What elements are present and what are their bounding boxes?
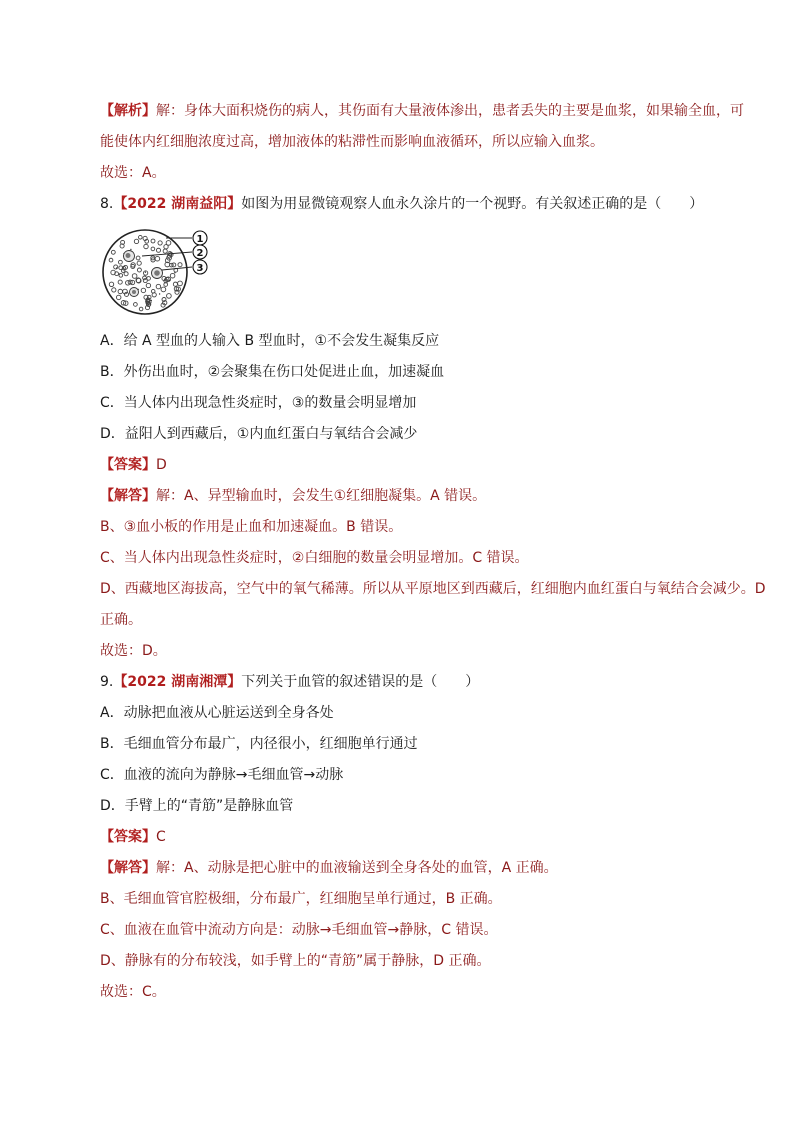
q8-stem: 如图为用显微镜观察人血永久涂片的一个视野。有关叙述正确的是（ ） (241, 196, 704, 212)
platelet (116, 267, 117, 268)
q9-answer-tag: 【答案】 (100, 829, 156, 845)
platelet (159, 293, 160, 294)
blood-smear-figure (100, 226, 220, 318)
q9-solution-line-1 (100, 853, 740, 884)
q9-stem: 下列关于血管的叙述错误的是（ ） (241, 674, 480, 690)
q9-option-a: A．动脉把血液从心脏运送到全身各处 (100, 705, 334, 721)
white-blood-cell-1 (124, 251, 135, 262)
label-1 (193, 231, 207, 245)
q8-solution-text-1: 解：A、异型输血时，会发生①红细胞凝集。A 错误。 (156, 488, 487, 504)
document-page (100, 96, 766, 1008)
q8-option-c: C．当人体内出现急性炎症时，③的数量会明显增加 (100, 395, 417, 411)
q8-number: 8. (100, 196, 114, 212)
blood-smear-diagram (100, 226, 220, 318)
q8-option-a: A．给 A 型血的人输入 B 型血时，①不会发生凝集反应 (100, 333, 440, 349)
q9-answer: C (156, 829, 166, 845)
q9-option-c: C．血液的流向为静脉→毛细血管→动脉 (100, 767, 344, 783)
platelet (145, 272, 146, 273)
svg-text:3: 3 (196, 263, 204, 274)
q8-option-d: D．益阳人到西藏后，①内血红蛋白与氧结合会减少 (100, 426, 418, 442)
svg-text:1: 1 (196, 234, 204, 245)
q8-solution-line-1 (100, 481, 740, 512)
q9-stem-line (100, 667, 740, 698)
q7-analysis-text-1: 解：身体大面积烧伤的病人，其伤面有大量液体渗出，患者丢失的主要是血浆，如果输全血，可 (156, 103, 744, 119)
q8-choice: 故选：D。 (100, 643, 167, 659)
white-blood-cell-2 (152, 268, 163, 279)
q8-solution-tag: 【解答】 (100, 488, 156, 504)
q9-answer-line (100, 822, 740, 853)
q9-solution-tag: 【解答】 (100, 860, 156, 876)
q8-solution-line-2: B、③血小板的作用是止血和加速凝血。B 错误。 (100, 519, 403, 535)
q9-choice: 故选：C。 (100, 984, 166, 1000)
q9-solution-line-2: B、毛细血管官腔极细，分布最广，红细胞呈单行通过，B 正确。 (100, 891, 502, 907)
q7-choice: 故选：A。 (100, 165, 166, 181)
q8-option-b: B．外伤出血时，②会聚集在伤口处促进止血，加速凝血 (100, 364, 445, 380)
q9-number: 9. (100, 674, 114, 690)
q9-solution-line-4: D、静脉有的分布较浅，如手臂上的“青筋”属于静脉，D 正确。 (100, 953, 491, 969)
q9-option-b: B．毛细血管分布最广，内径很小，红细胞单行通过 (100, 736, 418, 752)
q8-solution-line-5: 正确。 (100, 612, 142, 628)
platelet (169, 280, 170, 281)
q8-answer-tag: 【答案】 (100, 457, 156, 473)
platelet (151, 300, 152, 301)
q9-source: 【2022 湖南湘潭】 (113, 674, 242, 690)
svg-text:2: 2 (196, 248, 204, 259)
platelet (119, 273, 120, 274)
q7-analysis-line-2: 能使体内红细胞浓度过高，增加液体的粘滞性而影响血液循环，所以应输入血浆。 (100, 134, 604, 150)
q8-answer: D (156, 457, 167, 473)
q7-analysis-tag: 【解析】 (100, 103, 156, 119)
q9-solution-line-3: C、血液在血管中流动方向是：动脉→毛细血管→静脉，C 错误。 (100, 922, 498, 938)
white-blood-cell-3 (130, 288, 139, 297)
q9-option-d: D．手臂上的“青筋”是静脉血管 (100, 798, 294, 814)
q8-solution-line-4: D、西藏地区海拔高，空气中的氧气稀薄。所以从平原地区到西藏后，红细胞内血红蛋白与氧结合会减少。D (100, 581, 766, 597)
q7-analysis-line-1 (100, 96, 744, 127)
q8-solution-line-3: C、当人体内出现急性炎症时，②白细胞的数量会明显增加。C 错误。 (100, 550, 529, 566)
platelet (130, 249, 131, 250)
q8-answer-line (100, 450, 740, 481)
q8-stem-line (100, 189, 740, 220)
platelet (174, 272, 175, 273)
label-2 (193, 245, 207, 259)
label-3 (193, 260, 207, 274)
q8-source: 【2022 湖南益阳】 (113, 196, 242, 212)
q9-solution-text-1: 解：A、动脉是把心脏中的血液输送到全身各处的血管，A 正确。 (156, 860, 558, 876)
